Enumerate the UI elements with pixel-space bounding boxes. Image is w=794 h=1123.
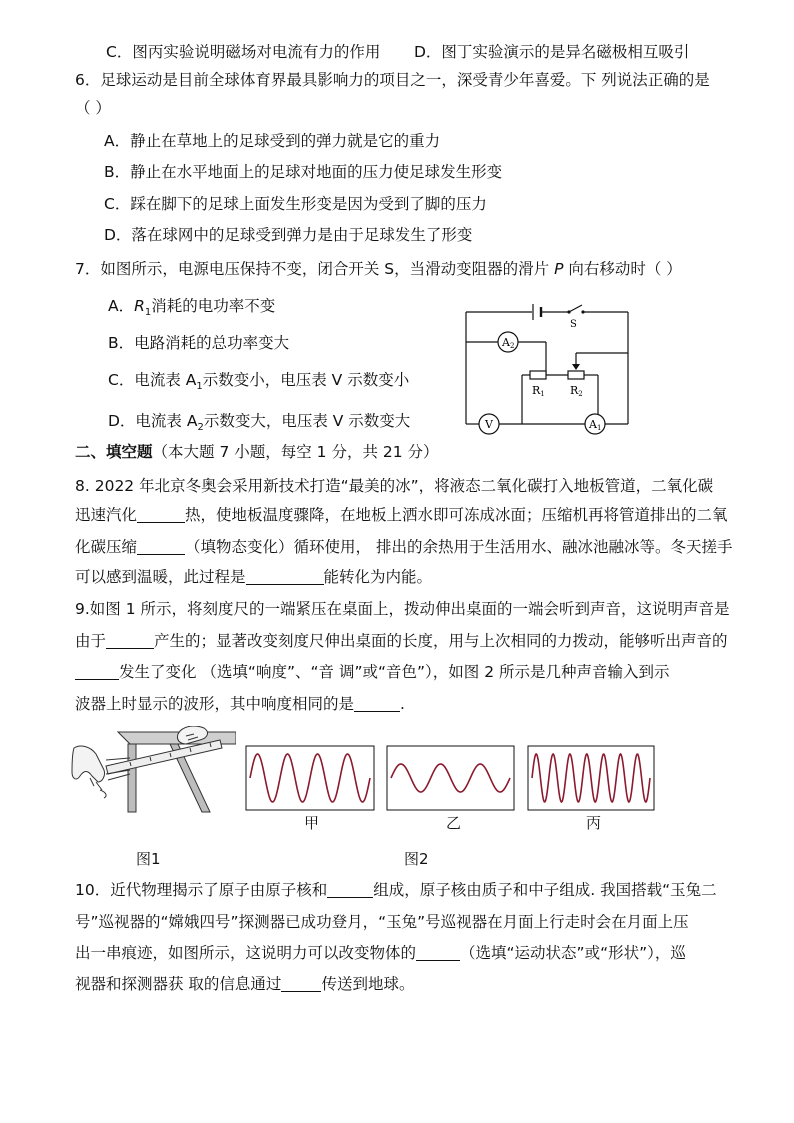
- svg-text:A2: A2: [502, 336, 515, 350]
- q7-stem: 7．如图所示，电源电压保持不变，闭合开关 S，当滑动变阻器的滑片 P 向右移动时（ ）: [75, 260, 682, 278]
- wave-box-bing: [528, 746, 654, 810]
- q10-line-4: 视器和探测器获 取的信息通过 传送到地球。: [75, 975, 415, 993]
- q8-line-2: 迅速汽化 热，使地板温度骤降，在地板上洒水即可冻成冰面；压缩机再将管道排出的二氧: [75, 506, 728, 524]
- q9-line-3: 发生了变化 （选填“响度”、“音 调”或“音色”），如图 2 所示是几种声音输入到示: [75, 662, 670, 682]
- q8-line-3: 化碳压缩 （填物态变化）循环使用， 排出的余热用于生活用水、融冰池融冰等。冬天搓手: [75, 538, 733, 556]
- ammeter-a2: [498, 332, 518, 352]
- q6-option-b: B．静止在水平地面上的足球对地面的压力使足球发生形变: [104, 163, 503, 181]
- switch-label: S: [570, 319, 577, 330]
- wave-label-jia: 甲: [304, 814, 320, 832]
- switch-s: [567, 305, 584, 330]
- q8-blank-3[interactable]: [246, 568, 324, 585]
- q9-line-2: 由于 产生的；显著改变刻度尺伸出桌面的长度，用与上次相同的力拨动，能够听出声音的: [75, 632, 728, 650]
- q8-line-4: 可以感到温暖，此过程是 能转化为内能。: [75, 568, 433, 586]
- figure-1-caption: 图1: [136, 850, 161, 868]
- section-header: [75, 442, 439, 462]
- q6-stem: 6．足球运动是目前全球体育界最具影响力的项目之一，深受青少年喜爱。下 列说法正确的是: [75, 71, 710, 89]
- q10-blank-3[interactable]: [281, 975, 321, 992]
- resistor-r1: [530, 371, 546, 398]
- section-note: （本大题 7 小题，每空 1 分，共 21 分）: [152, 443, 439, 461]
- svg-text:A1: A1: [589, 418, 602, 432]
- wave-box-jia: [246, 746, 374, 810]
- figure-2-caption: 图2: [404, 850, 429, 868]
- ammeter-a1: [585, 414, 605, 434]
- q10-line-2: 号”巡视器的“嫦娥四号”探测器已成功登月，“玉兔”号巡视器在月面上行走时会在月面上压: [75, 913, 689, 931]
- q10-line-1: 10．近代物理揭示了原子由原子核和 组成，原子核由质子和中子组成. 我国搭载“玉兔二: [75, 881, 717, 899]
- q6-option-a: A．静止在草地上的足球受到的弹力就是它的重力: [104, 132, 441, 150]
- q8-line-1: 8. 2022 年北京冬奥会采用新技术打造“最美的冰”，将液态二氧化碳打入地板管道，二氧化碳: [75, 477, 714, 495]
- q10-blank-2[interactable]: [416, 944, 460, 961]
- q9-line-4: 波器上时显示的波形，其中响度相同的是 .: [75, 695, 405, 713]
- q7-option-a: A．$R_1$消耗的电功率不变: [108, 297, 276, 319]
- q10-line-3: 出一串痕迹，如图所示，这说明力可以改变物体的 （选填“运动状态”或“形状”），巡: [75, 944, 686, 962]
- q7-option-d: D．电流表 $A_2$示数变大，电压表 V 示数变大: [108, 412, 411, 434]
- wave-label-yi: 乙: [446, 814, 462, 832]
- section-title: 二、填空题: [75, 443, 153, 461]
- q5-option-c: C．图丙实验说明磁场对电流有力的作用: [106, 43, 381, 61]
- q9-line-1: 9.如图 1 所示，将刻度尺的一端紧压在桌面上，拨动伸出桌面的一端会听到声音，这说明声音是: [75, 600, 730, 618]
- q9-blank-1[interactable]: [106, 632, 154, 649]
- wave-box-yi: [387, 746, 514, 810]
- svg-text:R2: R2: [570, 384, 583, 398]
- figure-2-waveforms: [244, 744, 658, 814]
- wave-label-bing: 丙: [586, 814, 602, 832]
- q7-option-b: B．电路消耗的总功率变大: [108, 334, 290, 352]
- q6-answer-paren: （ ）: [75, 99, 111, 117]
- q9-blank-2[interactable]: [75, 663, 119, 680]
- voltmeter-v: [479, 414, 499, 434]
- q8-blank-2[interactable]: [137, 538, 185, 555]
- figure-1-ruler-illustration: [70, 726, 236, 816]
- q7-option-c: C．电流表 $A_1$示数变小，电压表 V 示数变小: [108, 371, 410, 393]
- q10-blank-1[interactable]: [327, 881, 373, 898]
- circuit-diagram: [458, 298, 638, 436]
- rheostat-r2: [568, 364, 584, 398]
- svg-text:R1: R1: [532, 384, 545, 398]
- q8-blank-1[interactable]: [137, 506, 185, 523]
- q5-option-d: D．图丁实验演示的是异名磁极相互吸引: [414, 43, 690, 61]
- q6-option-c: C．踩在脚下的足球上面发生形变是因为受到了脚的压力: [104, 195, 487, 213]
- q6-option-d: D．落在球网中的足球受到弹力是由于足球发生了形变: [104, 226, 473, 244]
- q9-blank-3[interactable]: [354, 695, 400, 712]
- svg-text:V: V: [485, 418, 493, 431]
